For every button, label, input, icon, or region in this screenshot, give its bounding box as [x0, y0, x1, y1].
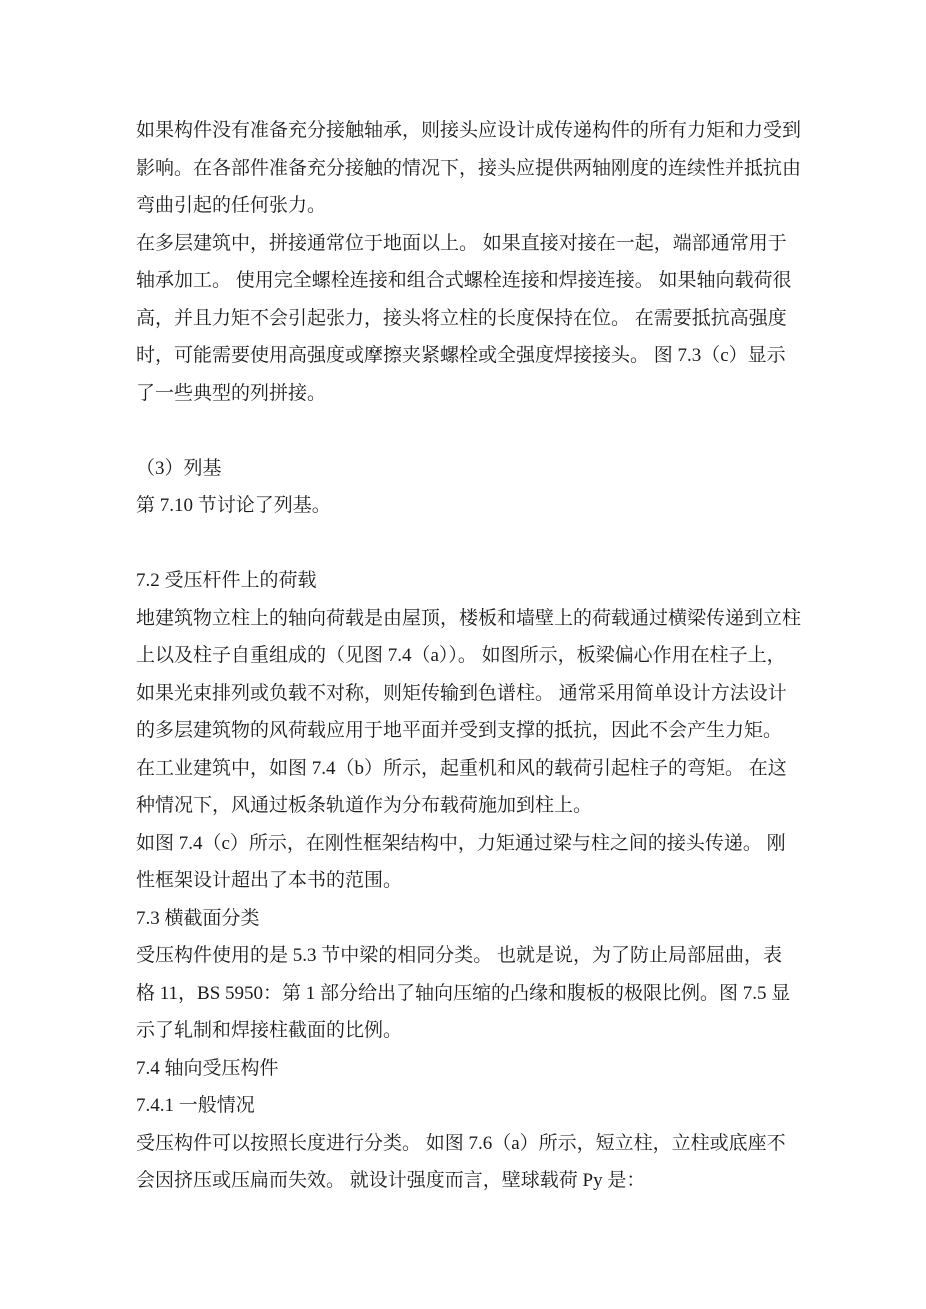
section-heading-7-4-1: 7.4.1 一般情况 [136, 1095, 255, 1116]
section-heading-7-3: 7.3 横截面分类 [136, 907, 260, 929]
section-heading-7-4: 7.4 轴向受压构件 [136, 1057, 279, 1079]
paragraph-line: 示了轧制和焊接柱截面的比例。 [136, 1020, 403, 1041]
paragraph-line: 时，可能需要使用高强度或摩擦夹紧螺栓或全强度焊接接头。 图 7.3（c）显示 [136, 345, 786, 366]
paragraph-line: 会因挤压或压扁而失效。 就设计强度而言，壁球载荷 Py 是： [136, 1170, 646, 1191]
paragraph-line: 影响。在各部件准备充分接触的情况下，接头应提供两轴刚度的连续性并抵抗由 [136, 157, 802, 179]
paragraph-line: 如果构件没有准备充分接触轴承，则接头应设计成传递构件的所有力矩和力受到 [136, 120, 802, 141]
blank-line [136, 525, 794, 563]
blank-line [136, 412, 794, 450]
paragraph-line: 如果光束排列或负载不对称，则矩传输到色谱柱。 通常采用简单设计方法设计 [136, 682, 787, 704]
paragraph-line: 上以及柱子自重组成的（见图 7.4（a））。 如图所示，板梁偏心作用在柱子上， [136, 645, 786, 666]
subsection-heading-column-bases: （3）列基 [136, 457, 222, 479]
paragraph-line: 在工业建筑中，如图 7.4（b）所示，起重机和风的载荷引起柱子的弯矩。 在这 [136, 757, 787, 779]
paragraph-line: 高，并且力矩不会引起张力，接头将立柱的长度保持在位。 在需要抵抗高强度 [136, 307, 787, 329]
paragraph-line: 在多层建筑中，拼接通常位于地面以上。 如果直接对接在一起，端部通常用于 [136, 232, 787, 254]
paragraph-line: 地建筑物立柱上的轴向荷载是由屋顶，楼板和墙壁上的荷载通过横梁传递到立柱 [136, 607, 802, 629]
paragraph-line: 轴承加工。 使用完全螺栓连接和组合式螺栓连接和焊接连接。 如果轴向载荷很 [136, 270, 792, 291]
paragraph-line: 格 11，BS 5950：第 1 部分给出了轴向压缩的凸缘和腹板的极限比例。图 7.5 显 [136, 982, 791, 1004]
paragraph-line: 如图 7.4（c）所示，在刚性框架结构中，力矩通过梁与柱之间的接头传递。 刚 [136, 832, 786, 854]
paragraph-line: 弯曲引起的任何张力。 [136, 195, 327, 216]
paragraph-line: 受压构件使用的是 5.3 节中梁的相同分类。 也就是说，为了防止局部屈曲，表 [136, 945, 783, 966]
paragraph-line: 种情况下，风通过板条轨道作为分布载荷施加到柱上。 [136, 795, 593, 816]
paragraph-line: 的多层建筑物的风荷载应用于地平面并受到支撑的抵抗，因此不会产生力矩。 [136, 720, 783, 741]
paragraph-line: 性框架设计超出了本书的范围。 [136, 870, 403, 891]
paragraph-line: 第 7.10 节讨论了列基。 [136, 495, 331, 516]
section-heading-7-2: 7.2 受压杆件上的荷载 [136, 570, 317, 591]
document-body [136, 112, 802, 1200]
paragraph-line: 受压构件可以按照长度进行分类。 如图 7.6（a）所示，短立柱，立柱或底座不 [136, 1132, 786, 1154]
paragraph-line: 了一些典型的列拼接。 [136, 382, 327, 404]
